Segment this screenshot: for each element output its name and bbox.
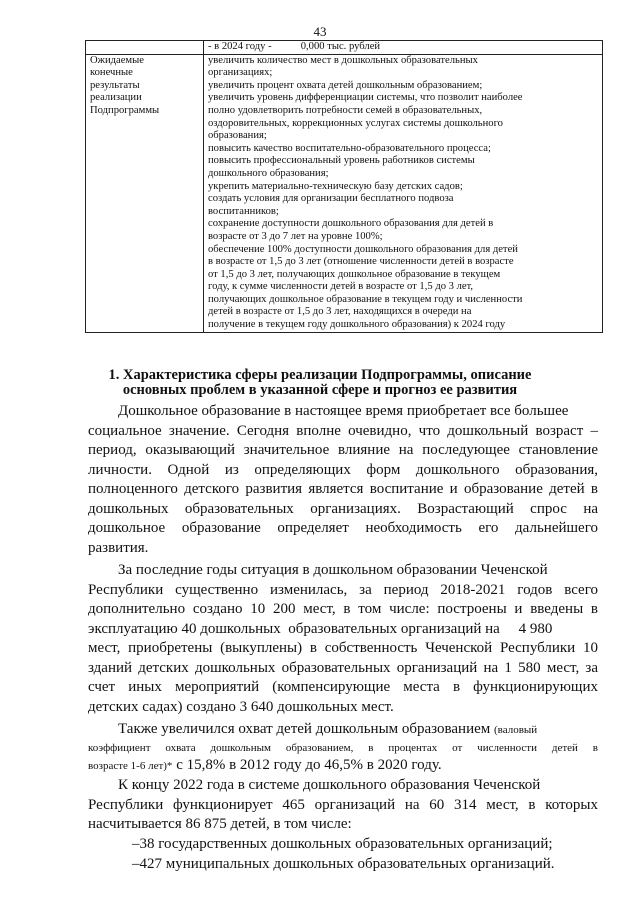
table-cell-label	[86, 54, 204, 332]
text-line: личности. Одной из определяющих форм дошкольного образования,	[88, 461, 598, 478]
text-line: зданий детских дошкольных образовательных организаций на 1 580 мест, за	[88, 659, 598, 676]
result-line: образования;	[208, 130, 267, 142]
result-line: полно удовлетворить потребности семей в образовательных,	[208, 104, 483, 116]
coverage-note-line: коэффициент охвата дошкольным образованием, в процентах от численности детей в	[88, 741, 598, 754]
result-line: получающих дошкольное образование в текущем году и численности	[208, 293, 523, 305]
text-line: Дошкольное образование в настоящее время приобретает все большее	[88, 403, 569, 419]
result-line: году, к сумме численности детей в возрасте от 1,5 до 3 лет,	[208, 281, 474, 293]
text-line: За последние годы ситуация в дошкольном образовании Чеченской	[88, 562, 548, 578]
paragraph-preschool-importance	[88, 402, 598, 558]
result-line: оздоровительных, коррекционных услугах системы дошкольного	[208, 117, 503, 129]
label-line: реализации	[90, 92, 142, 104]
label-line: конечные	[90, 67, 133, 79]
result-line: получение в текущем году дошкольного образования) к 2024 году	[208, 319, 506, 331]
text-line	[88, 756, 598, 777]
result-line: увеличить уровень дифференциации системы, что позволит наиболее	[208, 92, 523, 104]
text-line	[88, 720, 598, 741]
label-line: Ожидаемые	[90, 54, 144, 66]
coverage-main-text: с 15,8% в 2012 году до 46,5% в 2020 году.	[172, 756, 442, 773]
coverage-note-text: возрасте 1-6 лет)*	[88, 759, 173, 772]
result-line: детей в возрасте от 1,5 до 3 лет, находящихся в очереди на	[208, 306, 472, 318]
section-heading-line: основных проблем в указанной сфере и прогноз ее развития	[122, 382, 518, 398]
text-line: период, оказывающий значительное влияние на последующее становление	[88, 442, 598, 458]
text-line: насчитывается 86 875 детей, в том числе:	[88, 816, 352, 832]
page-number: 43	[313, 24, 327, 39]
result-line: обеспечение 100% доступности дошкольного образования для детей	[208, 243, 518, 255]
result-line: повысить качество воспитательно-образовательного процесса;	[208, 142, 491, 154]
paragraph-recent-situation	[88, 561, 598, 717]
result-line: воспитанников;	[208, 205, 279, 217]
result-line: укрепить материально-техническую базу детских садов;	[208, 180, 463, 192]
text-line: счет иных мероприятий (компенсирующие места в функционирующих	[88, 679, 598, 695]
text-line: дополнительно создано 10 200 мест, в том числе: построены и введены в	[88, 601, 598, 617]
list-item: –38 государственных дошкольных образовательных организаций;	[132, 836, 553, 852]
text-line: дошкольных образовательных организациях. Возрастающий спрос на	[88, 500, 598, 517]
list-item: –427 муниципальных дошкольных образовательных организаций.	[132, 855, 555, 872]
text-line: эксплуатацию 40 дошкольных образовательных организаций на 4 980	[88, 620, 553, 637]
table-row	[86, 41, 603, 55]
text-line: К концу 2022 года в системе дошкольного образования Чеченской	[88, 777, 541, 793]
result-line: в возрасте от 1,5 до 3 лет (отношение численности детей в возрасте	[208, 256, 514, 268]
table-cell-empty	[86, 41, 204, 55]
label-line: Подпрограммы	[90, 104, 160, 116]
result-line: от 1,5 до 3 лет, получающих дошкольное образование в текущем	[208, 268, 501, 280]
funding-line: - в 2024 году - 0,000 тыс. рублей	[208, 41, 381, 52]
result-line: создать условия для организации бесплатного подвоза	[208, 193, 454, 205]
paragraph-coverage	[88, 720, 598, 776]
result-line: повысить профессиональный уровень работников системы	[208, 155, 475, 167]
result-line: увеличить количество мест в дошкольных образовательных	[208, 54, 478, 66]
text-line: развития.	[88, 539, 149, 556]
result-line: дошкольного образования;	[208, 167, 329, 179]
table-row	[86, 54, 603, 332]
section-heading	[0, 368, 640, 398]
table-cell-results	[204, 54, 603, 332]
text-line: полноценного детского развития является воспитание и образование детей в	[88, 481, 598, 497]
result-line: организациях;	[208, 67, 273, 79]
result-line: возрасте от 3 до 7 лет на уровне 100%;	[208, 230, 383, 242]
paragraph-organizations	[88, 776, 598, 835]
result-line: увеличить процент охвата детей дошкольным образованием;	[208, 79, 483, 91]
text-line: Республики функционирует 465 организаций на 60 314 мест, в которых	[88, 796, 598, 813]
organization-list	[132, 835, 592, 874]
text-line: дошкольное образование определяет необходимость его дальнейшего	[88, 520, 598, 536]
section-heading-line: 1. Характеристика сферы реализации Подпрограммы, описание	[108, 367, 532, 383]
text-line: социальное значение. Сегодня вполне очевидно, что дошкольный возраст –	[88, 422, 598, 439]
text-line: мест, приобретены (выкуплены) в собственность Чеченской Республики 10	[88, 640, 598, 656]
text-line: Республики существенно изменилась, за период 2018-2021 годов всего	[88, 581, 598, 598]
table-cell-funding	[204, 41, 603, 55]
result-line: сохранение доступности дошкольного образования для детей в	[208, 218, 494, 230]
expected-results-table	[85, 40, 603, 333]
label-line: результаты	[90, 79, 140, 91]
coverage-main-text: Также увеличился охват детей дошкольным образованием	[88, 721, 495, 737]
text-line: детских садах) создано 3 640 дошкольных мест.	[88, 698, 394, 715]
coverage-note-text: (валовый	[494, 724, 538, 736]
